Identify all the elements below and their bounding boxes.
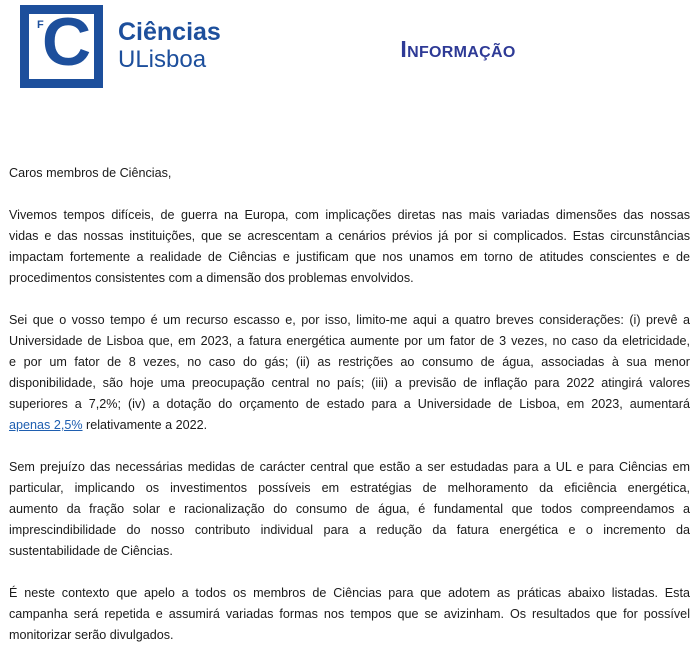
paragraph-2 <box>9 310 690 436</box>
text-span: relativamente a 2022. <box>82 418 208 432</box>
text-line: e por um fator de 8 vezes, no caso do gás; (ii) as restrições ao consumo de água, associadas à sua menor <box>9 355 690 369</box>
paragraph-1 <box>9 205 690 289</box>
text-line: disponibilidade, são hoje uma preocupação central no país; (iii) a previsão de inflação para 2022 atingirá valores <box>9 376 690 390</box>
logo-mark <box>20 5 103 88</box>
letter-body <box>9 163 690 667</box>
logo-c: C <box>42 4 92 80</box>
text-line: Vivemos tempos difíceis, de guerra na Europa, com implicações diretas nas mais variadas dimensões das nossas <box>9 208 690 222</box>
logo-line2: ULisboa <box>118 46 207 73</box>
logo-line1: Ciências <box>118 18 221 46</box>
text-line: campanha será repetida e assumirá variadas formas nos tempos que se avizinham. Os resultados que for possível <box>9 607 690 621</box>
text-line: vidas e das nossas instituições, que se acrescentam a cenários prévios já por si complicados. Estas circunstâncias <box>9 229 690 243</box>
text-line <box>9 415 690 436</box>
logo-text <box>118 18 221 74</box>
greeting: Caros membros de Ciências, <box>9 166 172 180</box>
text-line: aumento da fração solar e racionalização do consumo de água, é fundamental que todos compreendamos a <box>9 502 690 516</box>
paragraph-4 <box>9 583 690 646</box>
text-line: procedimentos consistentes com a dimensão dos problemas envolvidos. <box>9 271 414 285</box>
text-line: imprescindibilidade do nosso contributo individual para a redução da fatura energética e o incremento da <box>9 523 690 537</box>
text-line: Sem prejuízo das necessárias medidas de carácter central que estão a ser estudadas para a UL e para Ciências em <box>9 460 690 474</box>
text-line: Sei que o vosso tempo é um recurso escasso e, por isso, limito-me aqui a quatro breves considerações: (i) prevê a <box>9 313 690 327</box>
logo-f: F <box>37 19 44 31</box>
text-line: particular, implicando os investimentos possíveis em estratégias de melhoramento da eficiência energética, <box>9 481 690 495</box>
page-title: Informação <box>400 36 516 62</box>
text-line: monitorizar serão divulgados. <box>9 628 174 642</box>
text-line: impactam fortemente a realidade de Ciências e justificam que nos unamos em torno de atitudes conscientes e de <box>9 250 690 264</box>
text-line: Universidade de Lisboa que, em 2023, a fatura energética aumente por um fator de 3 vezes, no caso da eletricidade, <box>9 334 690 348</box>
paragraph-3 <box>9 457 690 562</box>
text-line: sustentabilidade de Ciências. <box>9 544 173 558</box>
text-line: superiores a 7,2%; (iv) a dotação do orçamento de estado para a Universidade de Lisboa, em 2023, aumentará <box>9 397 690 411</box>
text-line: É neste contexto que apelo a todos os membros de Ciências para que adotem as práticas abaixo listadas. Esta <box>9 586 690 600</box>
budget-link[interactable]: apenas 2,5% <box>9 418 83 432</box>
